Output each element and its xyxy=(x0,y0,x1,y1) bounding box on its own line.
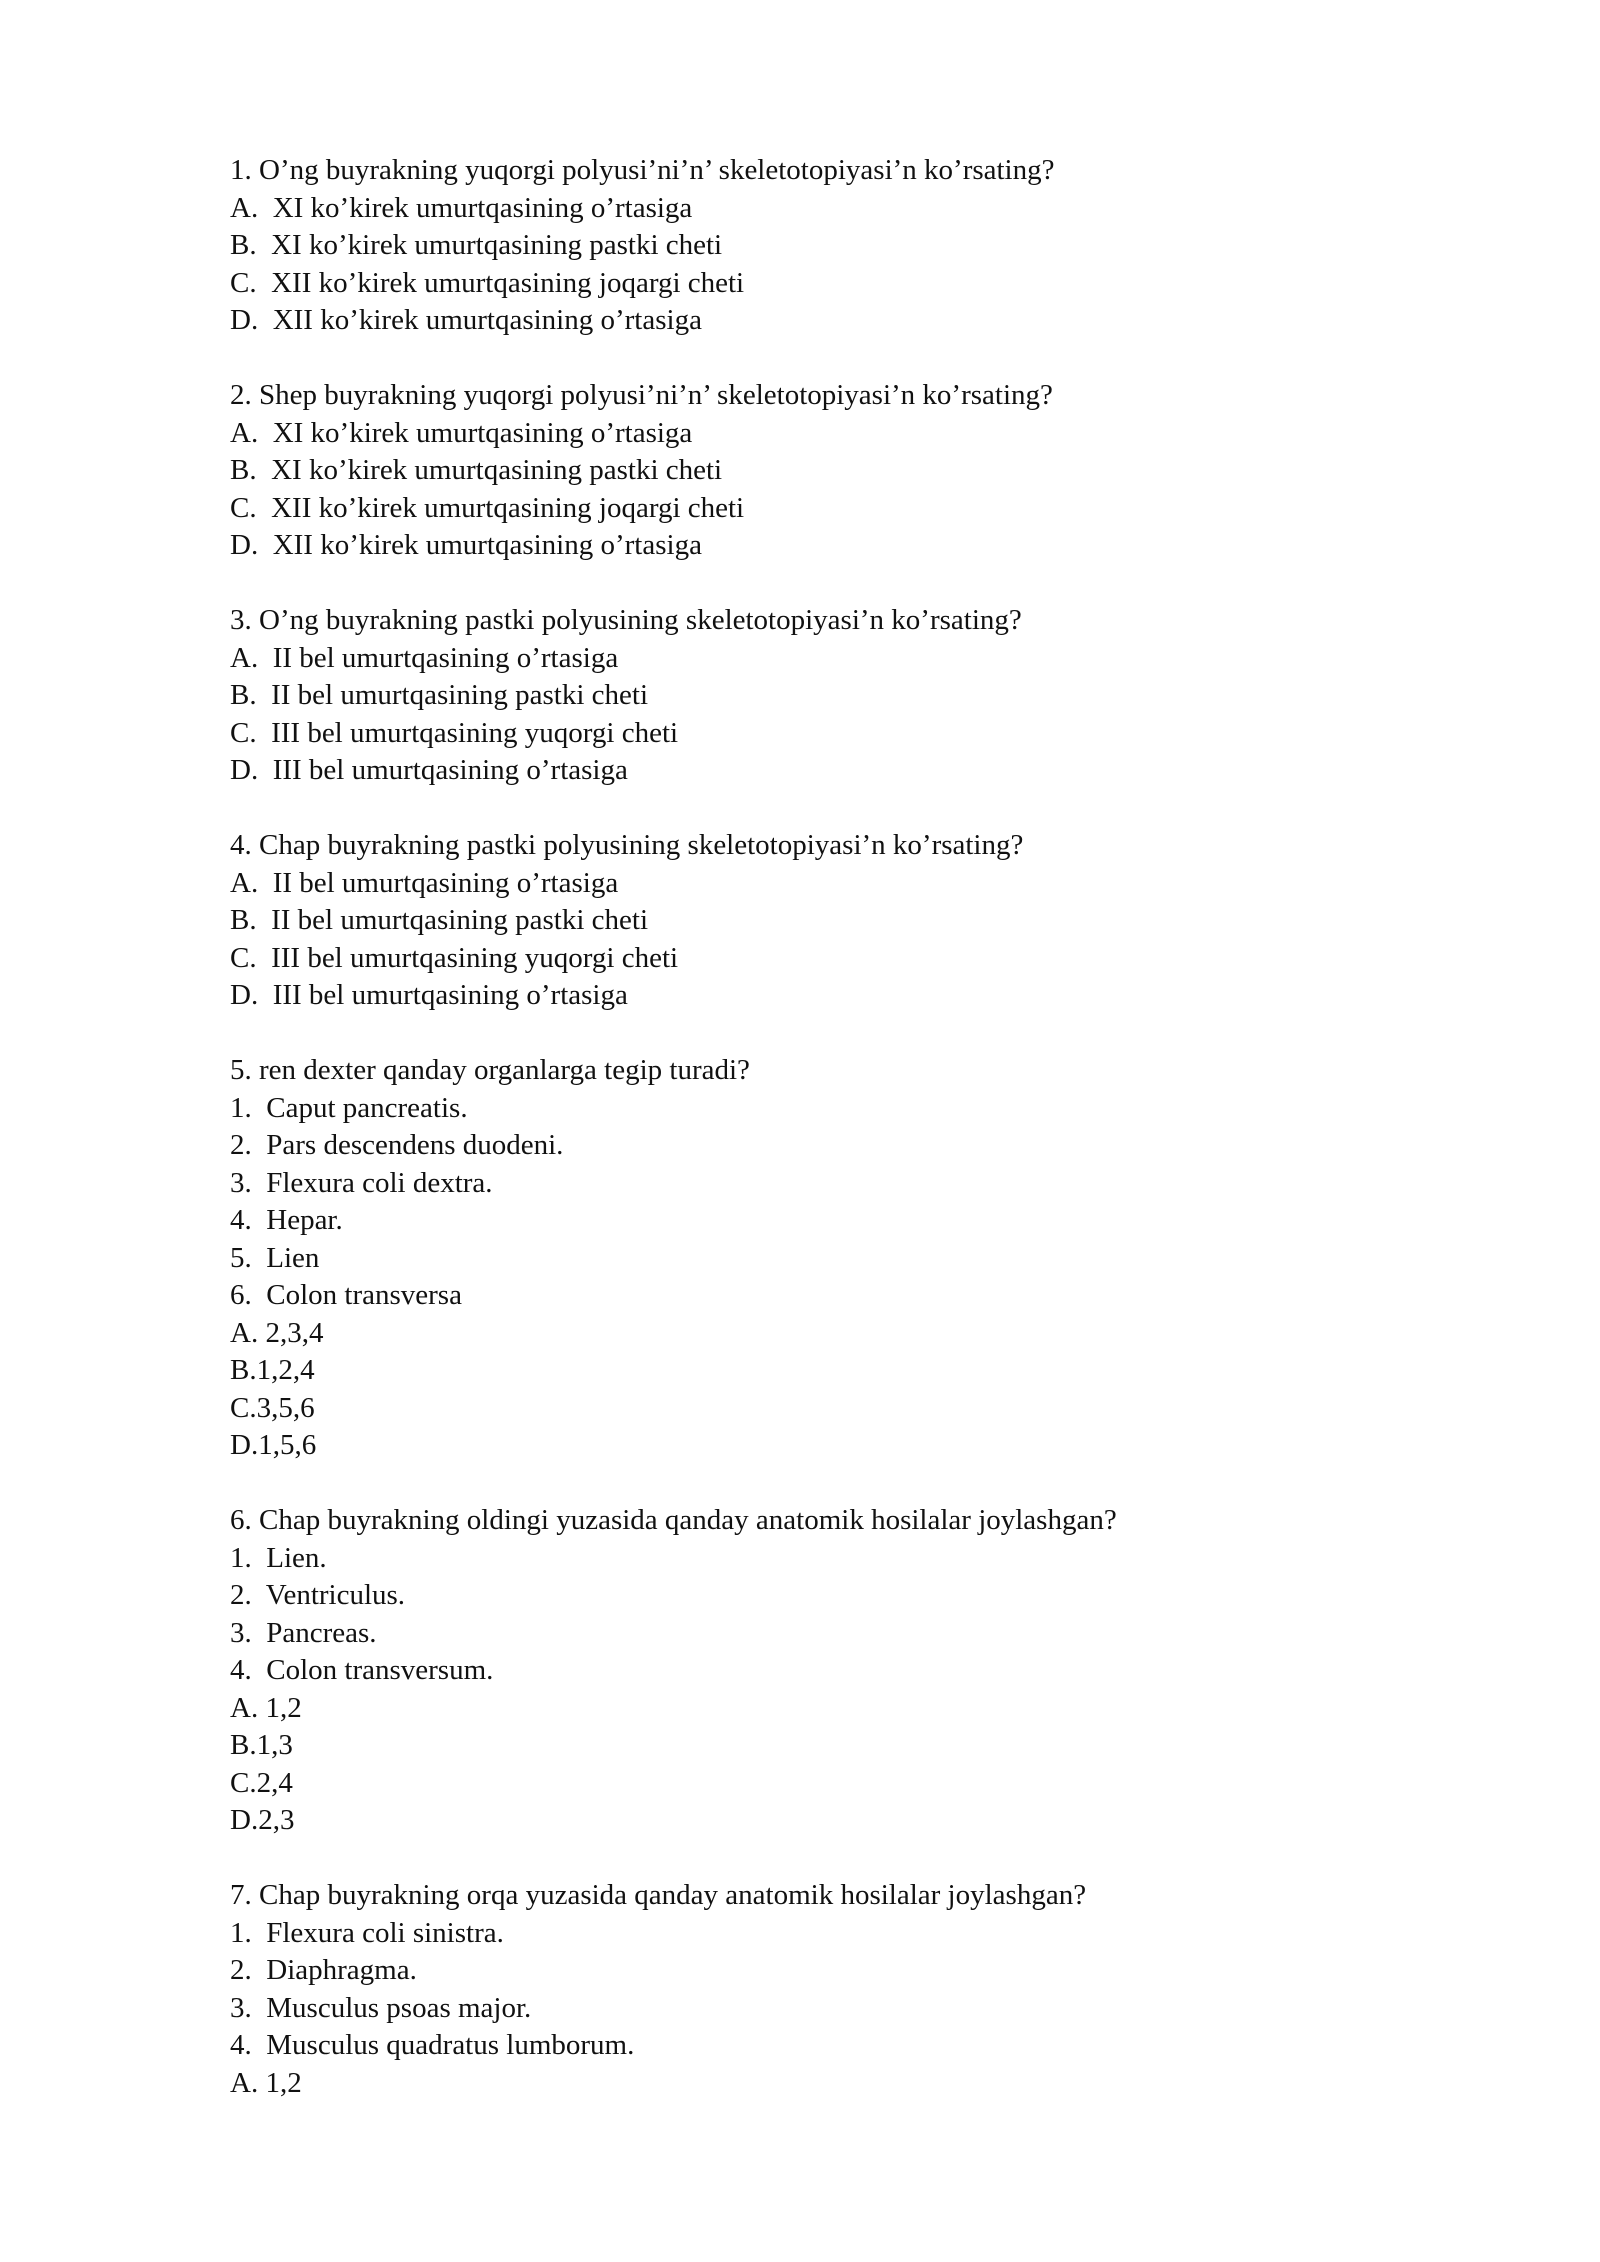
answer-option: D. III bel umurtqasining o’rtasiga xyxy=(230,979,628,1011)
answer-option: C.2,4 xyxy=(230,1766,293,1799)
numbered-item: 5. Lien xyxy=(230,1241,320,1274)
question-stem: 3. O’ng buyrakning pastki polyusining skeletotopiyasi’n ko’rsating? xyxy=(230,604,1022,636)
question-5 xyxy=(230,1052,1430,1465)
numbered-item: 1. Caput pancreatis. xyxy=(230,1091,468,1124)
numbered-item: 2. Diaphragma. xyxy=(230,1954,417,1986)
answer-option: A. XI ko’kirek umurtqasining o’rtasiga xyxy=(230,416,693,449)
answer-option: A. 1,2 xyxy=(230,1691,302,1724)
answer-option: B. II bel umurtqasining pastki cheti xyxy=(230,904,649,936)
numbered-item: 4. Colon transversum. xyxy=(230,1654,494,1686)
numbered-item: 1. Lien. xyxy=(230,1541,327,1574)
numbered-item: 2. Ventriculus. xyxy=(230,1579,406,1611)
answer-option: B. XI ko’kirek umurtqasining pastki cheti xyxy=(230,454,723,486)
numbered-item: 2. Pars descendens duodeni. xyxy=(230,1129,564,1161)
answer-option: A. 2,3,4 xyxy=(230,1316,324,1349)
answer-option: C.3,5,6 xyxy=(230,1391,315,1424)
numbered-item: 3. Musculus psoas major. xyxy=(230,1991,532,2024)
answer-option: A. II bel umurtqasining o’rtasiga xyxy=(230,866,619,899)
document-page xyxy=(230,152,1430,2140)
question-3 xyxy=(230,602,1430,790)
answer-option: A. 1,2 xyxy=(230,2066,302,2099)
question-stem: 4. Chap buyrakning pastki polyusining skeletotopiyasi’n ko’rsating? xyxy=(230,829,1024,861)
numbered-item: 1. Flexura coli sinistra. xyxy=(230,1916,504,1949)
answer-option: A. II bel umurtqasining o’rtasiga xyxy=(230,641,619,674)
answer-option: D.1,5,6 xyxy=(230,1429,317,1461)
answer-option: B.1,2,4 xyxy=(230,1354,315,1386)
answer-option: C. XII ko’kirek umurtqasining joqargi cheti xyxy=(230,491,745,524)
question-1 xyxy=(230,152,1430,340)
answer-option: A. XI ko’kirek umurtqasining o’rtasiga xyxy=(230,191,693,224)
numbered-item: 4. Hepar. xyxy=(230,1204,343,1236)
question-6 xyxy=(230,1502,1430,1840)
answer-option: D.2,3 xyxy=(230,1804,295,1836)
numbered-item: 3. Pancreas. xyxy=(230,1616,377,1649)
question-stem: 2. Shep buyrakning yuqorgi polyusi’ni’n’ skeletotopiyasi’n ko’rsating? xyxy=(230,379,1053,411)
answer-option: D. XII ko’kirek umurtqasining o’rtasiga xyxy=(230,304,702,336)
numbered-item: 6. Colon transversa xyxy=(230,1279,462,1311)
answer-option: B. XI ko’kirek umurtqasining pastki cheti xyxy=(230,229,723,261)
question-4 xyxy=(230,827,1430,1015)
question-7 xyxy=(230,1877,1430,2102)
numbered-item: 3. Flexura coli dextra. xyxy=(230,1166,493,1199)
answer-option: C. III bel umurtqasining yuqorgi cheti xyxy=(230,941,679,974)
answer-option: B.1,3 xyxy=(230,1729,293,1761)
answer-option: B. II bel umurtqasining pastki cheti xyxy=(230,679,649,711)
answer-option: C. XII ko’kirek umurtqasining joqargi cheti xyxy=(230,266,745,299)
answer-option: C. III bel umurtqasining yuqorgi cheti xyxy=(230,716,679,749)
answer-option: D. XII ko’kirek umurtqasining o’rtasiga xyxy=(230,529,702,561)
question-stem: 5. ren dexter qanday organlarga tegip turadi? xyxy=(230,1054,750,1086)
question-stem: 6. Chap buyrakning oldingi yuzasida qanday anatomik hosilalar joylashgan? xyxy=(230,1504,1117,1536)
question-stem: 1. O’ng buyrakning yuqorgi polyusi’ni’n’ skeletotopiyasi’n ko’rsating? xyxy=(230,154,1055,186)
numbered-item: 4. Musculus quadratus lumborum. xyxy=(230,2029,635,2061)
question-2 xyxy=(230,377,1430,565)
question-stem: 7. Chap buyrakning orqa yuzasida qanday anatomik hosilalar joylashgan? xyxy=(230,1879,1087,1911)
answer-option: D. III bel umurtqasining o’rtasiga xyxy=(230,754,628,786)
